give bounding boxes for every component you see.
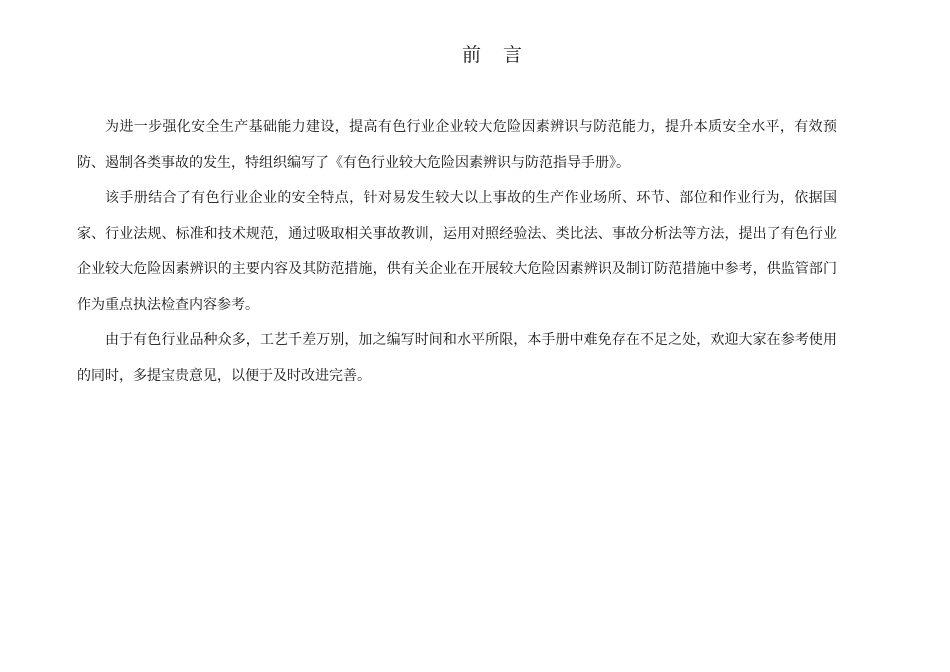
preface-paragraph-3: 由于有色行业品种众多，工艺千差万别，加之编写时间和水平所限，本手册中难免存在不足之处，欢迎大家在参考使用的同时，多提宝贵意见，以便于及时改进完善。 [77,332,837,384]
page-title [0,40,950,70]
preface-paragraph-2: 该手册结合了有色行业企业的安全特点，针对易发生较大以上事故的生产作业场所、环节、部位和作业行为，依据国家、行业法规、标准和技术规范，通过吸取相关事故教训，运用对照经验法、类比法、事故分析法等方法，提出了有色行业企业较大危险因素辨识的主要内容及其防范措施，供有关企业在开展较大危险因素辨识及制订防范措施中参考，供监管部门作为重点执法检查内容参考。 [77,190,837,313]
preface-paragraph-1: 为进一步强化安全生产基础能力建设，提高有色行业企业较大危险因素辨识与防范能力，提升本质安全水平，有效预防、遏制各类事故的发生，特组织编写了《有色行业较大危险因素辨识与防范指导手册》。 [77,119,837,171]
title-char-1: 前 [462,44,482,66]
title-char-2: 言 [503,44,523,66]
preface-body [77,110,837,394]
